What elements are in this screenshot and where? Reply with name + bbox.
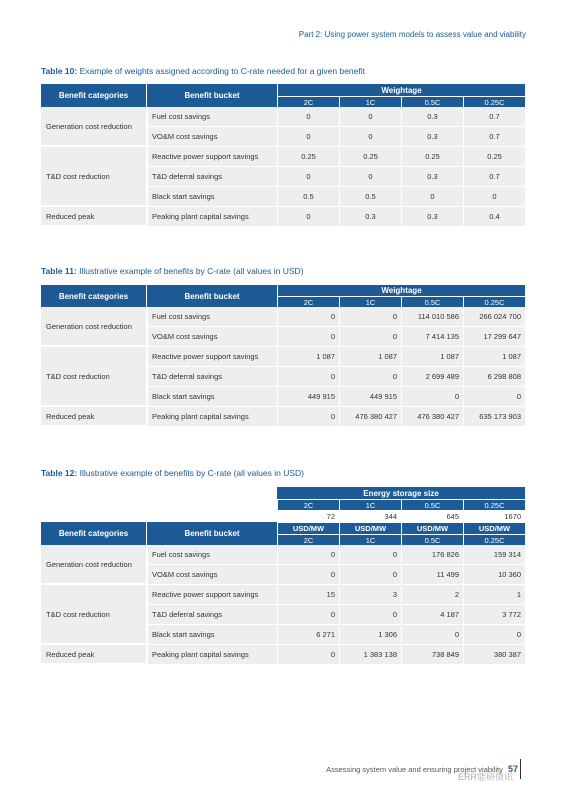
table11-cell: 17 299 647 bbox=[463, 327, 525, 347]
table10-cell: 0.25 bbox=[339, 147, 401, 167]
table10-cell: 0.25 bbox=[401, 147, 463, 167]
table11-category: Reduced peak bbox=[41, 407, 146, 427]
table11-bucket: T&D deferral savings bbox=[146, 367, 277, 387]
table10-cell: 0 bbox=[463, 187, 525, 207]
table11-label: Table 11: bbox=[41, 266, 77, 276]
footer-text: Assessing system value and ensuring project viability bbox=[326, 765, 503, 774]
table11-cell: 449 915 bbox=[277, 387, 339, 407]
table12-cell: 1 306 bbox=[339, 625, 401, 645]
table12-cell: 0 bbox=[339, 565, 401, 585]
table11-subcol: 0.5C bbox=[401, 296, 463, 307]
table11-cell: 0 bbox=[339, 327, 401, 347]
table12-title bbox=[41, 468, 304, 478]
table12-group-header: Energy storage size bbox=[277, 487, 525, 499]
table10-cell: 0.7 bbox=[463, 107, 525, 127]
table12-unit: USD/MW bbox=[339, 522, 401, 534]
table12-bucket: Reactive power support savings bbox=[146, 585, 277, 605]
table11-cell: 6 298 808 bbox=[463, 367, 525, 387]
table12-unit: USD/MW bbox=[463, 522, 525, 534]
table10-cell: 0.25 bbox=[277, 147, 339, 167]
table12-subcol: 0.25C bbox=[463, 534, 525, 545]
table10-subcol: 0.5C bbox=[401, 96, 463, 107]
table10-label: Table 10: bbox=[41, 66, 78, 76]
table12-size: 72 bbox=[277, 510, 339, 522]
table10-bucket: VO&M cost savings bbox=[146, 127, 277, 147]
table12-cell: 3 772 bbox=[463, 605, 525, 625]
table11-col-bucket: Benefit bucket bbox=[146, 285, 277, 307]
table12-label: Table 12: bbox=[41, 468, 78, 478]
table12 bbox=[41, 487, 525, 665]
table12-cell: 159 314 bbox=[463, 545, 525, 565]
table11-category: T&D cost reduction bbox=[41, 347, 146, 407]
table10-cell: 0 bbox=[277, 167, 339, 187]
table11-cell: 0 bbox=[339, 367, 401, 387]
table11-col-categories: Benefit categories bbox=[41, 285, 146, 307]
table12-cell: 4 187 bbox=[401, 605, 463, 625]
table12-cell: 0 bbox=[277, 645, 339, 665]
table10-category: Reduced peak bbox=[41, 207, 146, 227]
table11-bucket: Peaking plant capital savings bbox=[146, 407, 277, 427]
table12-bucket: T&D deferral savings bbox=[146, 605, 277, 625]
table10-cell: 0.3 bbox=[401, 207, 463, 227]
table10-category: T&D cost reduction bbox=[41, 147, 146, 207]
table12-cell: 0 bbox=[277, 545, 339, 565]
table12-category: Reduced peak bbox=[41, 645, 146, 665]
table11-cell: 0 bbox=[277, 407, 339, 427]
table10-subcol: 0.25C bbox=[463, 96, 525, 107]
table10-cell: 0.3 bbox=[401, 167, 463, 187]
table10-cell: 0.5 bbox=[277, 187, 339, 207]
table12-size: 1670 bbox=[463, 510, 525, 522]
table11-cell: 2 699 489 bbox=[401, 367, 463, 387]
table12-empty-cell bbox=[146, 510, 277, 522]
table10-cell: 0 bbox=[277, 207, 339, 227]
table11-cell: 1 087 bbox=[277, 347, 339, 367]
table10 bbox=[41, 84, 525, 227]
table10-subcol: 1C bbox=[339, 96, 401, 107]
table11-cell: 449 915 bbox=[339, 387, 401, 407]
table11-group-header: Weightage bbox=[277, 285, 525, 296]
table12-cell: 2 bbox=[401, 585, 463, 605]
table12-bucket: Black start savings bbox=[146, 625, 277, 645]
table10-cell: 0 bbox=[339, 167, 401, 187]
table12-subcol: 2C bbox=[277, 534, 339, 545]
page-number: 57 bbox=[507, 764, 518, 774]
table11-cell: 476 380 427 bbox=[401, 407, 463, 427]
table10-cell: 0 bbox=[339, 127, 401, 147]
table10-cell: 0 bbox=[277, 107, 339, 127]
table10-cell: 0.5 bbox=[339, 187, 401, 207]
table12-subcol: 1C bbox=[339, 499, 401, 510]
table12-cell: 380 387 bbox=[463, 645, 525, 665]
table12-cell: 0 bbox=[277, 605, 339, 625]
table10-subcol: 2C bbox=[277, 96, 339, 107]
table12-unit: USD/MW bbox=[401, 522, 463, 534]
table10-cell: 0 bbox=[401, 187, 463, 207]
table10-cell: 0.3 bbox=[339, 207, 401, 227]
table11-cell: 0 bbox=[401, 387, 463, 407]
table12-col-bucket: Benefit bucket bbox=[146, 522, 277, 545]
table11-subcol: 1C bbox=[339, 296, 401, 307]
table12-empty-cell bbox=[41, 487, 146, 499]
table12-bucket: Peaking plant capital savings bbox=[146, 645, 277, 665]
table10-category: Generation cost reduction bbox=[41, 107, 146, 147]
table12-cell: 0 bbox=[277, 565, 339, 585]
table11 bbox=[41, 285, 525, 427]
table10-cell: 0.3 bbox=[401, 127, 463, 147]
table11-cell: 266 024 700 bbox=[463, 307, 525, 327]
table12-empty-cell bbox=[41, 510, 146, 522]
table12-cell: 15 bbox=[277, 585, 339, 605]
watermark: ERR能研微讯 bbox=[458, 772, 514, 782]
table12-cell: 0 bbox=[339, 545, 401, 565]
table11-cell: 7 414 135 bbox=[401, 327, 463, 347]
footer-rule bbox=[520, 759, 521, 779]
table12-subcol: 0.5C bbox=[401, 534, 463, 545]
table12-size: 645 bbox=[401, 510, 463, 522]
table12-unit: USD/MW bbox=[277, 522, 339, 534]
table12-bucket: Fuel cost savings bbox=[146, 545, 277, 565]
table10-bucket: Fuel cost savings bbox=[146, 107, 277, 127]
table12-cell: 176 826 bbox=[401, 545, 463, 565]
table10-cell: 0.3 bbox=[401, 107, 463, 127]
table12-subcol: 0.5C bbox=[401, 499, 463, 510]
table11-caption: Illustrative example of benefits by C-rate (all values in USD) bbox=[79, 266, 304, 276]
table12-col-categories: Benefit categories bbox=[41, 522, 146, 545]
table12-category: Generation cost reduction bbox=[41, 545, 146, 585]
running-header: Part 2: Using power system models to assess value and viability bbox=[298, 30, 526, 39]
table12-subcol: 1C bbox=[339, 534, 401, 545]
table11-cell: 1 087 bbox=[339, 347, 401, 367]
table10-cell: 0.7 bbox=[463, 167, 525, 187]
table11-subcol: 0.25C bbox=[463, 296, 525, 307]
table12-subcol: 2C bbox=[277, 499, 339, 510]
table10-group-header: Weightage bbox=[277, 84, 525, 96]
table12-cell: 11 499 bbox=[401, 565, 463, 585]
table12-category: T&D cost reduction bbox=[41, 585, 146, 645]
table10-cell: 0.4 bbox=[463, 207, 525, 227]
table12-empty-cell bbox=[146, 499, 277, 510]
table10-cell: 0.25 bbox=[463, 147, 525, 167]
table12-cell: 1 383 138 bbox=[339, 645, 401, 665]
table12-caption: Illustrative example of benefits by C-rate (all values in USD) bbox=[79, 468, 304, 478]
table12-cell: 0 bbox=[339, 605, 401, 625]
table12-subcol: 0.25C bbox=[463, 499, 525, 510]
table11-cell: 114 010 586 bbox=[401, 307, 463, 327]
table10-bucket: Peaking plant capital savings bbox=[146, 207, 277, 227]
table11-cell: 0 bbox=[277, 327, 339, 347]
table11-cell: 635 173 903 bbox=[463, 407, 525, 427]
table11-cell: 0 bbox=[277, 367, 339, 387]
table12-cell: 738 849 bbox=[401, 645, 463, 665]
table11-category: Generation cost reduction bbox=[41, 307, 146, 347]
table10-cell: 0 bbox=[277, 127, 339, 147]
table10-bucket: T&D deferral savings bbox=[146, 167, 277, 187]
table10-bucket: Reactive power support savings bbox=[146, 147, 277, 167]
table12-cell: 0 bbox=[401, 625, 463, 645]
table12-cell: 3 bbox=[339, 585, 401, 605]
table12-empty-cell bbox=[146, 487, 277, 499]
table10-cell: 0.7 bbox=[463, 127, 525, 147]
table10-caption: Example of weights assigned according to C-rate needed for a given benefit bbox=[79, 66, 365, 76]
table12-size: 344 bbox=[339, 510, 401, 522]
table10-cell: 0 bbox=[339, 107, 401, 127]
table11-bucket: Reactive power support savings bbox=[146, 347, 277, 367]
table10-col-categories: Benefit categories bbox=[41, 84, 146, 107]
table10-col-bucket: Benefit bucket bbox=[146, 84, 277, 107]
table11-cell: 0 bbox=[463, 387, 525, 407]
table11-bucket: VO&M cost savings bbox=[146, 327, 277, 347]
table11-cell: 0 bbox=[277, 307, 339, 327]
table12-cell: 10 360 bbox=[463, 565, 525, 585]
table11-title bbox=[41, 266, 304, 276]
table12-empty-cell bbox=[41, 499, 146, 510]
table11-subcol: 2C bbox=[277, 296, 339, 307]
table11-bucket: Fuel cost savings bbox=[146, 307, 277, 327]
table11-cell: 1 087 bbox=[463, 347, 525, 367]
table11-cell: 0 bbox=[339, 307, 401, 327]
table10-bucket: Black start savings bbox=[146, 187, 277, 207]
table12-cell: 0 bbox=[463, 625, 525, 645]
table10-title bbox=[41, 66, 365, 76]
table11-cell: 476 380 427 bbox=[339, 407, 401, 427]
table12-cell: 1 bbox=[463, 585, 525, 605]
table12-bucket: VO&M cost savings bbox=[146, 565, 277, 585]
table11-bucket: Black start savings bbox=[146, 387, 277, 407]
table11-cell: 1 087 bbox=[401, 347, 463, 367]
table12-cell: 6 271 bbox=[277, 625, 339, 645]
